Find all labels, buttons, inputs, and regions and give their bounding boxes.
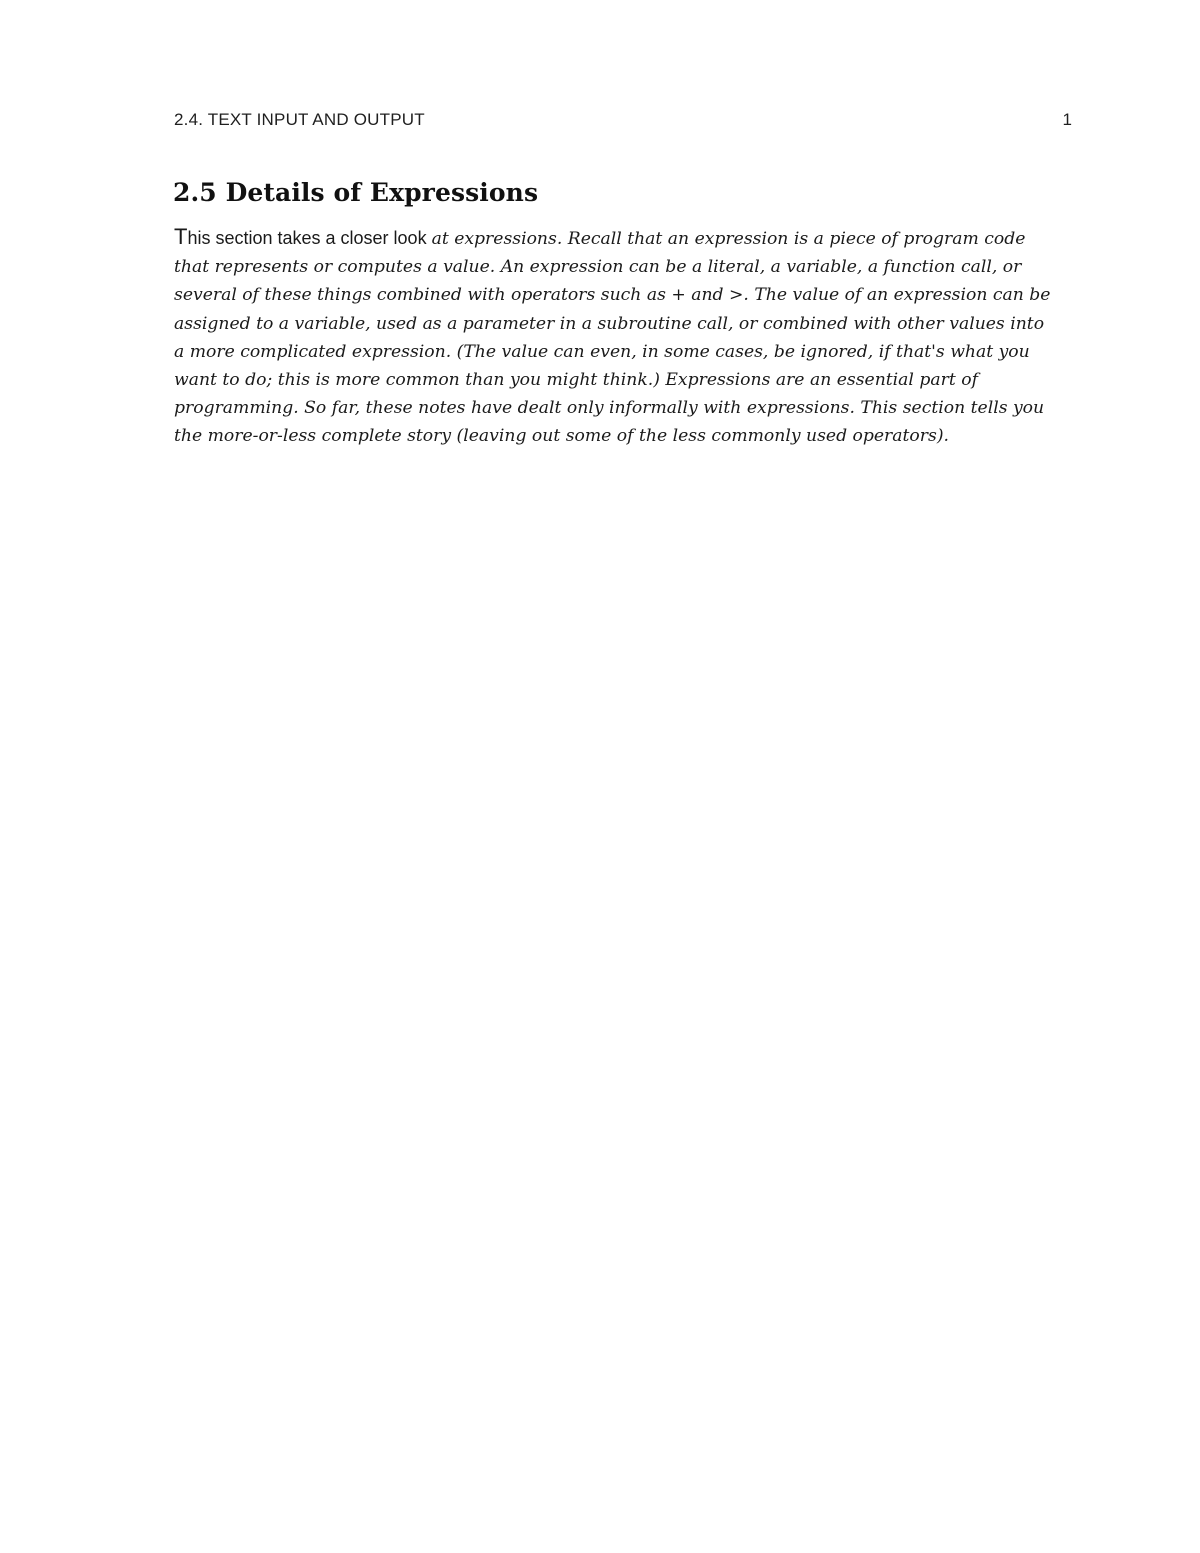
paragraph-lead-text: his section takes a closer look [187, 228, 432, 248]
page-number: 1 [1062, 110, 1072, 129]
body-paragraph [174, 223, 1054, 451]
paragraph-italic-text: at expressions. Recall that an expression is a piece of program code that represents or computes a value. An expression can be a literal, a variable, a function call, or several of these things combined with operators such as + and >. The value of an expression can be assigned to a variable, used as a parameter in a subroutine call, or combined with other values into a more complicated expression. (The value can even, in some cases, be ignored, if that's what you want to do; this is more common than you might think.) Expressions are an essential part of programming. So far, these notes have dealt only informally with expressions. This section tells you the more-or-less complete story (leaving out some of the less commonly used operators). [174, 229, 1051, 447]
header-chapter-title: 2.4. TEXT INPUT AND OUTPUT [174, 110, 425, 129]
paragraph-initial-letter: T [174, 224, 188, 249]
running-header [174, 110, 1074, 134]
section-heading: 2.5 Details of Expressions [173, 178, 539, 207]
